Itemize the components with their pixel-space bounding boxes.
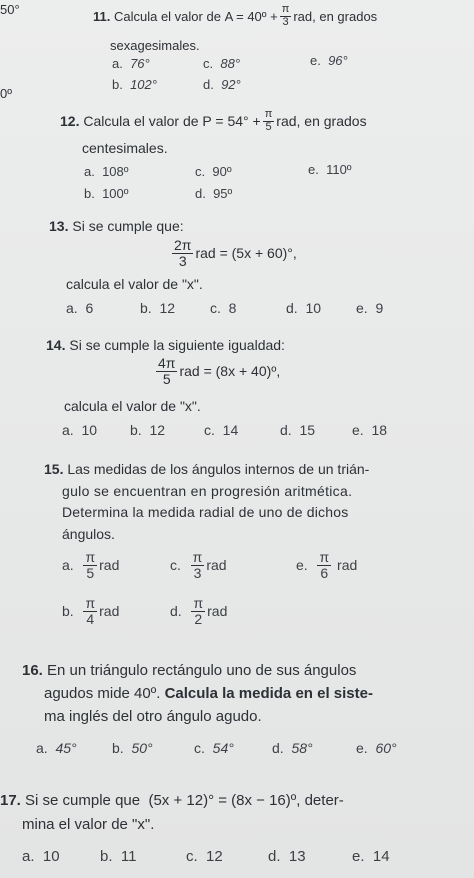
fraction: $\frac{\pi}{6}$ xyxy=(319,549,330,581)
question-14-equation xyxy=(154,356,280,386)
question-16-line-3: ma inglés del otro ángulo agudo. xyxy=(44,708,262,725)
question-12-line-2: centesimales. xyxy=(82,140,168,156)
option-b[interactable]: b. $\frac{\pi}{4}$ rad xyxy=(62,595,120,627)
question-15-line-2: gulo se encuentran en progresión aritmética. xyxy=(62,483,353,499)
math-expression: A = 40º + xyxy=(224,8,278,24)
option-b[interactable]: b. 12 xyxy=(140,300,176,316)
question-text: Si se cumple que: xyxy=(72,218,184,234)
option-b[interactable]: b. 50° xyxy=(112,740,153,756)
fraction: $\frac{\pi}{4}$ xyxy=(85,595,96,627)
question-17-line-2: mina el valor de "x". xyxy=(22,816,155,833)
question-number: 14. xyxy=(46,337,66,353)
question-number: 11. xyxy=(93,8,111,24)
option-a[interactable]: a. 10 xyxy=(22,848,60,865)
question-number: 15. xyxy=(44,461,64,477)
math-expression: rad = (8x + 40)º, xyxy=(179,363,281,380)
option-d[interactable]: d. 95º xyxy=(195,186,233,201)
question-14-line-3: calcula el valor de "x". xyxy=(64,398,201,414)
math-expression: P = 54° + xyxy=(202,113,261,130)
question-text: rad, en grados xyxy=(276,113,367,130)
question-text: Calcula el valor de xyxy=(113,8,221,24)
option-b[interactable]: b. 12 xyxy=(130,422,166,438)
option-e[interactable]: e. $\frac{\pi}{6}$ rad xyxy=(296,549,358,581)
option-c[interactable]: c. $\frac{\pi}{3}$ rad xyxy=(170,549,227,581)
option-a[interactable]: a. 108º xyxy=(84,164,129,179)
option-b[interactable]: b. 100º xyxy=(84,186,129,201)
option-c[interactable]: c. 90º xyxy=(195,164,232,179)
question-text: rad, en grados xyxy=(293,8,378,24)
question-13-line-3: calcula el valor de "x". xyxy=(66,276,203,292)
margin-note-mid: 0º xyxy=(0,86,12,101)
question-text: En un triángulo rectángulo uno de sus ángulos xyxy=(47,662,357,679)
option-a[interactable]: a. $\frac{\pi}{5}$ rad xyxy=(62,549,120,581)
question-12-line-1 xyxy=(60,109,367,133)
question-text: Si se cumple la siguiente igualdad: xyxy=(69,337,285,353)
question-text: deter- xyxy=(304,792,344,809)
fraction: $\frac{4\pi}{5}$ xyxy=(158,355,176,387)
option-d[interactable]: d. $\frac{\pi}{2}$ rad xyxy=(170,595,228,627)
question-number: 13. xyxy=(49,218,69,234)
question-number: 12. xyxy=(60,113,80,130)
option-e[interactable]: e. 96° xyxy=(310,53,348,68)
option-e[interactable]: e. 9 xyxy=(356,300,384,316)
question-number: 16. xyxy=(22,662,43,679)
option-a[interactable]: a. 45° xyxy=(36,740,77,756)
option-e[interactable]: e. 110º xyxy=(308,162,352,177)
question-16-line-1 xyxy=(22,662,356,679)
question-15-line-4: ángulos. xyxy=(62,526,115,542)
question-14-line-1 xyxy=(46,337,285,353)
option-d[interactable]: d. 13 xyxy=(268,848,306,865)
option-b[interactable]: b. 102° xyxy=(112,77,157,92)
margin-note-top: 50° xyxy=(0,2,20,17)
option-c[interactable]: c. 14 xyxy=(204,422,239,438)
question-text: Calcula el valor de xyxy=(83,113,199,130)
question-number: 17. xyxy=(0,792,21,809)
option-d[interactable]: d. 10 xyxy=(286,300,322,316)
option-d[interactable]: d. 15 xyxy=(280,422,316,438)
option-a[interactable]: a. 10 xyxy=(62,422,98,438)
question-16-line-2: agudos mide 40º. Calcula la medida en el siste- xyxy=(44,685,373,702)
option-c[interactable]: c. 88° xyxy=(203,56,241,71)
question-13-equation xyxy=(170,238,297,268)
option-d[interactable]: d. 58° xyxy=(272,740,313,756)
fraction: $\frac{\pi}{5}$ xyxy=(85,549,96,581)
option-e[interactable]: e. 14 xyxy=(352,848,390,865)
question-15-line-3: Determina la medida radial de uno de dichos xyxy=(62,504,349,520)
option-d[interactable]: d. 92° xyxy=(203,77,241,92)
option-a[interactable]: a. 6 xyxy=(66,300,94,316)
question-text: Las medidas de los ángulos internos de un trián- xyxy=(67,461,370,477)
math-expression: rad = (5x + 60)°, xyxy=(195,245,297,262)
option-e[interactable]: e. 18 xyxy=(352,422,388,438)
question-13-line-1 xyxy=(49,218,184,234)
option-c[interactable]: c. 54° xyxy=(194,740,234,756)
fraction: $\frac{\pi}{3}$ xyxy=(192,549,203,581)
option-e[interactable]: e. 60° xyxy=(356,740,397,756)
question-text: Si se cumple que xyxy=(25,792,141,809)
option-c[interactable]: c. 8 xyxy=(210,300,237,316)
question-17-line-1 xyxy=(0,792,344,809)
question-11-line-1 xyxy=(93,4,377,28)
option-b[interactable]: b. 11 xyxy=(100,848,137,865)
option-a[interactable]: a. 76° xyxy=(112,56,150,71)
fraction: $\frac{\pi}{3}$ xyxy=(281,3,290,28)
fraction: $\frac{\pi}{5}$ xyxy=(264,108,273,133)
math-expression: (5x + 12)° = (8x − 16)º, xyxy=(148,792,301,809)
question-11-line-2: sexagesimales. xyxy=(110,38,200,53)
fraction: $\frac{\pi}{2}$ xyxy=(193,595,204,627)
option-c[interactable]: c. 12 xyxy=(186,848,223,865)
question-15-line-1 xyxy=(44,461,369,477)
fraction: $\frac{2\pi}{3}$ xyxy=(174,237,192,269)
